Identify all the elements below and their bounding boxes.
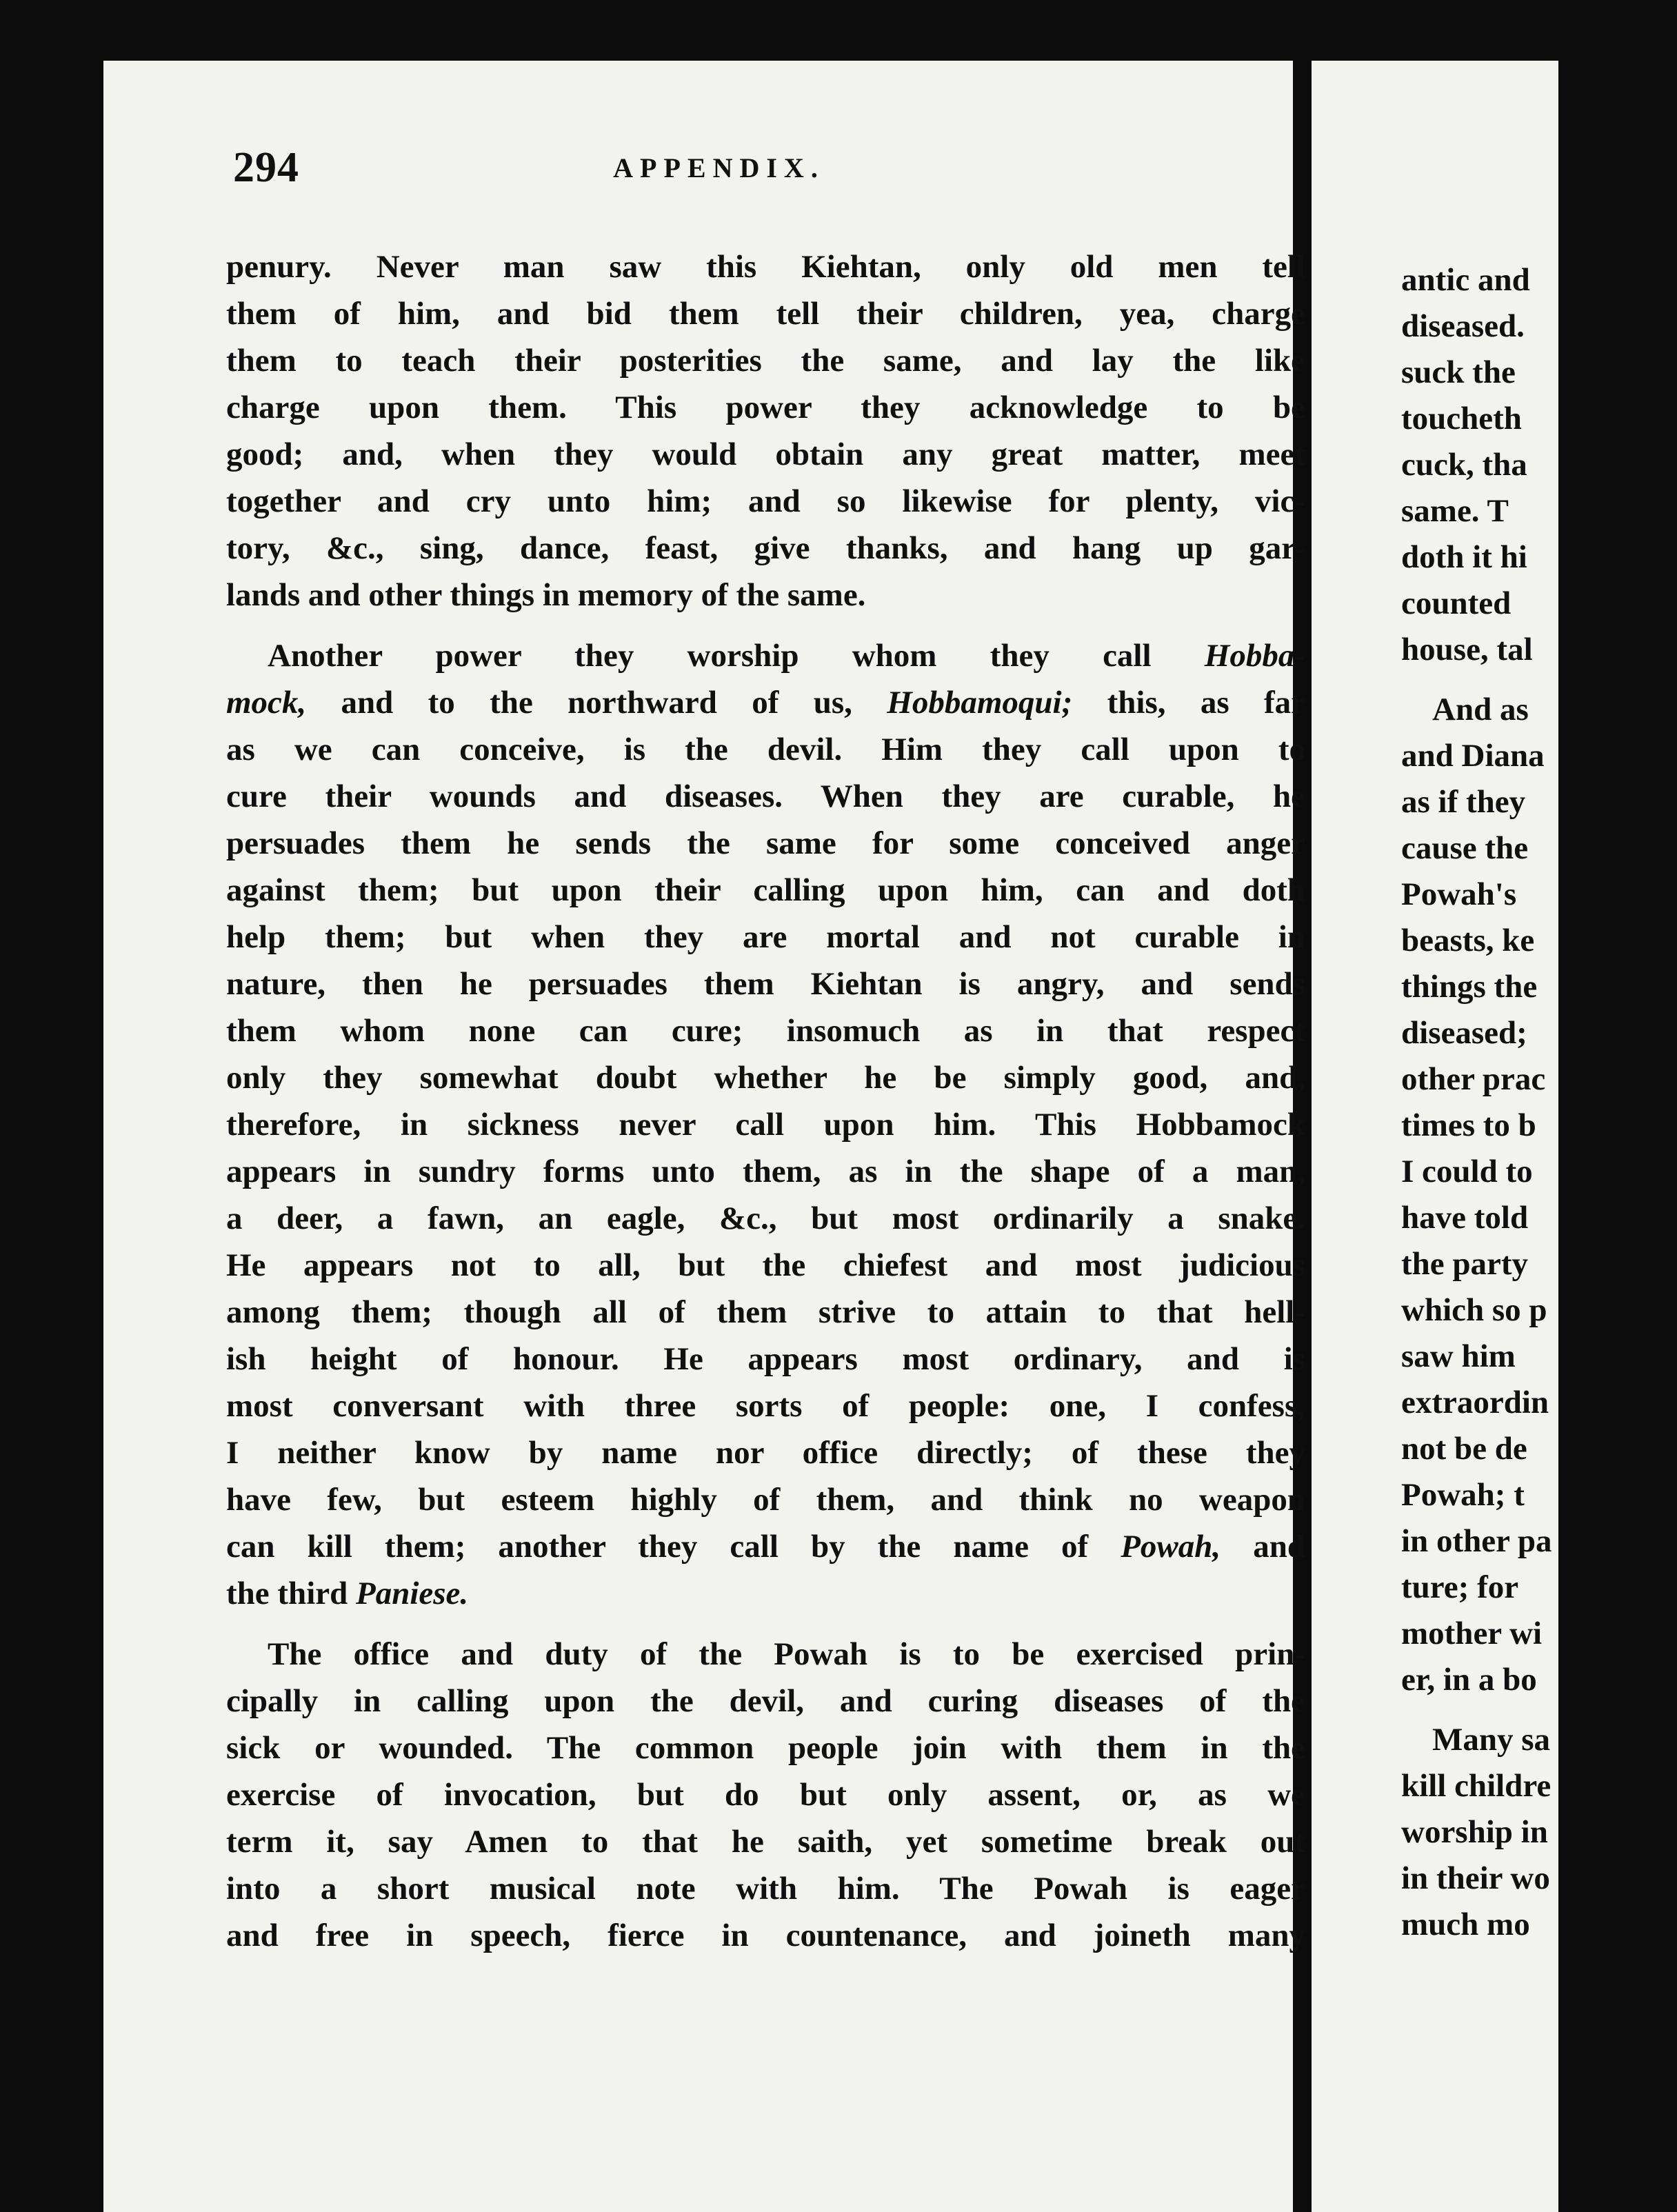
text-line: times to b <box>1401 1107 1536 1143</box>
text-line: Many sa <box>1432 1722 1551 1758</box>
text-line: cause the <box>1401 830 1529 866</box>
text-line: them to teach their posterities the same, and lay the like <box>226 343 1305 379</box>
text-line: ture; for <box>1401 1569 1519 1605</box>
text-segment: this, as far <box>1072 685 1305 721</box>
page-header <box>103 143 1293 219</box>
text-line: cipally in calling upon the devil, and curing diseases of the <box>226 1683 1305 1719</box>
text-line: as if they <box>1401 784 1526 820</box>
text-segment: can kill them; another they call by the name of <box>226 1529 1121 1565</box>
italic-term: Paniese. <box>356 1576 469 1611</box>
text-line: things the <box>1401 969 1538 1005</box>
right-page-fragment <box>1312 61 1558 2212</box>
text-line: same. T <box>1401 493 1509 529</box>
text-line: appears in sundry forms unto them, as in the shape of a man, <box>226 1154 1305 1189</box>
text-line: have told <box>1401 1200 1529 1236</box>
text-line: He appears not to all, but the chiefest and most judicious <box>226 1247 1305 1283</box>
text-line: much mo <box>1401 1907 1530 1942</box>
italic-term: Hobba- <box>1204 638 1305 674</box>
text-line: cuck, tha <box>1401 447 1527 483</box>
body-text <box>226 243 1305 1959</box>
text-line: mother wi <box>1401 1616 1543 1651</box>
left-page <box>103 61 1305 2212</box>
text-line: other prac <box>1401 1061 1546 1097</box>
text-line: extraordin <box>1401 1385 1549 1420</box>
text-line: ish height of honour. He appears most ordinary, and is <box>226 1341 1305 1377</box>
text-line: I could to <box>1401 1154 1533 1189</box>
text-line: and free in speech, fierce in countenance, and joineth many <box>226 1918 1305 1953</box>
text-line: therefore, in sickness never call upon him. This Hobbamock <box>226 1107 1305 1143</box>
text-line: er, in a bo <box>1401 1662 1537 1698</box>
text-line: them whom none can cure; insomuch as in that respect <box>226 1013 1305 1049</box>
text-line: in their wo <box>1401 1860 1550 1896</box>
text-line: counted <box>1401 585 1512 621</box>
text-line: worship in <box>1401 1814 1548 1850</box>
text-line: help them; but when they are mortal and not curable in <box>226 919 1305 955</box>
text-line <box>226 632 1305 679</box>
text-line: term it, say Amen to that he saith, yet sometime break out <box>226 1824 1305 1860</box>
running-head: APPENDIX. <box>613 152 825 183</box>
text-line: diseased; <box>1401 1015 1527 1051</box>
text-line: good; and, when they would obtain any great matter, meet <box>226 436 1305 472</box>
italic-term: Hobbamoqui; <box>887 685 1073 721</box>
text-line: which so p <box>1401 1292 1547 1328</box>
text-line: tory, &c., sing, dance, feast, give thanks, and hang up gar- <box>226 530 1305 566</box>
text-line: against them; but upon their calling upon him, can and doth <box>226 872 1305 908</box>
text-line: cure their wounds and diseases. When they are curable, he <box>226 778 1305 814</box>
text-segment: and <box>1221 1529 1305 1565</box>
text-line: sick or wounded. The common people join with them in the <box>226 1730 1305 1766</box>
text-line: only they somewhat doubt whether he be simply good, and, <box>226 1060 1305 1096</box>
text-line: Powah; t <box>1401 1477 1525 1513</box>
text-line: diseased. <box>1401 308 1525 344</box>
text-line: penury. Never man saw this Kiehtan, only old men tell <box>226 249 1305 285</box>
text-line: doth it hi <box>1401 539 1527 575</box>
text-line: antic and <box>1401 262 1530 298</box>
text-line: them of him, and bid them tell their children, yea, charge <box>226 296 1305 332</box>
text-line: kill childre <box>1401 1768 1552 1804</box>
text-line: charge upon them. This power they acknowledge to be <box>226 390 1305 425</box>
text-line: as we can conceive, is the devil. Him they call upon to <box>226 732 1305 767</box>
text-line: among them; though all of them strive to attain to that hell- <box>226 1294 1305 1330</box>
text-line: beasts, ke <box>1401 923 1535 958</box>
text-line: lands and other things in memory of the same. <box>226 577 866 613</box>
text-line: And as <box>1432 692 1529 727</box>
text-line: together and cry unto him; and so likewise for plenty, vic- <box>226 483 1305 519</box>
italic-term: mock, <box>226 685 307 721</box>
text-line <box>226 679 1305 726</box>
text-line: not be de <box>1401 1431 1527 1467</box>
text-segment: the third <box>226 1576 356 1611</box>
italic-term: Powah, <box>1121 1529 1221 1565</box>
text-line <box>226 1570 1305 1617</box>
text-segment: and to the northward of us, <box>306 685 887 721</box>
page-number: 294 <box>233 144 299 191</box>
text-line: the party <box>1401 1246 1529 1282</box>
text-line: into a short musical note with him. The Powah is eager <box>226 1871 1305 1907</box>
text-line: Powah's <box>1401 876 1517 912</box>
text-line: have few, but esteem highly of them, and think no weapon <box>226 1482 1305 1518</box>
text-line: persuades them he sends the same for some conceived anger <box>226 825 1305 861</box>
text-line: nature, then he persuades them Kiehtan is angry, and sends <box>226 966 1305 1002</box>
text-line: toucheth <box>1401 401 1522 436</box>
text-line: and Diana <box>1401 738 1545 774</box>
text-line: The office and duty of the Powah is to be exercised prin- <box>268 1636 1305 1672</box>
text-line: in other pa <box>1401 1523 1552 1559</box>
text-line: exercise of invocation, but do but only assent, or, as we <box>226 1777 1305 1813</box>
text-line <box>226 1523 1305 1570</box>
text-line: saw him <box>1401 1338 1516 1374</box>
text-line: house, tal <box>1401 632 1533 667</box>
right-page-text <box>1401 257 1677 1948</box>
text-line: a deer, a fawn, an eagle, &c., but most ordinarily a snake. <box>226 1200 1305 1236</box>
text-line: suck the <box>1401 354 1516 390</box>
text-line: I neither know by name nor office directly; of these they <box>226 1435 1305 1471</box>
text-segment: Another power they worship whom they call <box>268 638 1205 674</box>
text-line: most conversant with three sorts of people: one, I confess, <box>226 1388 1305 1424</box>
